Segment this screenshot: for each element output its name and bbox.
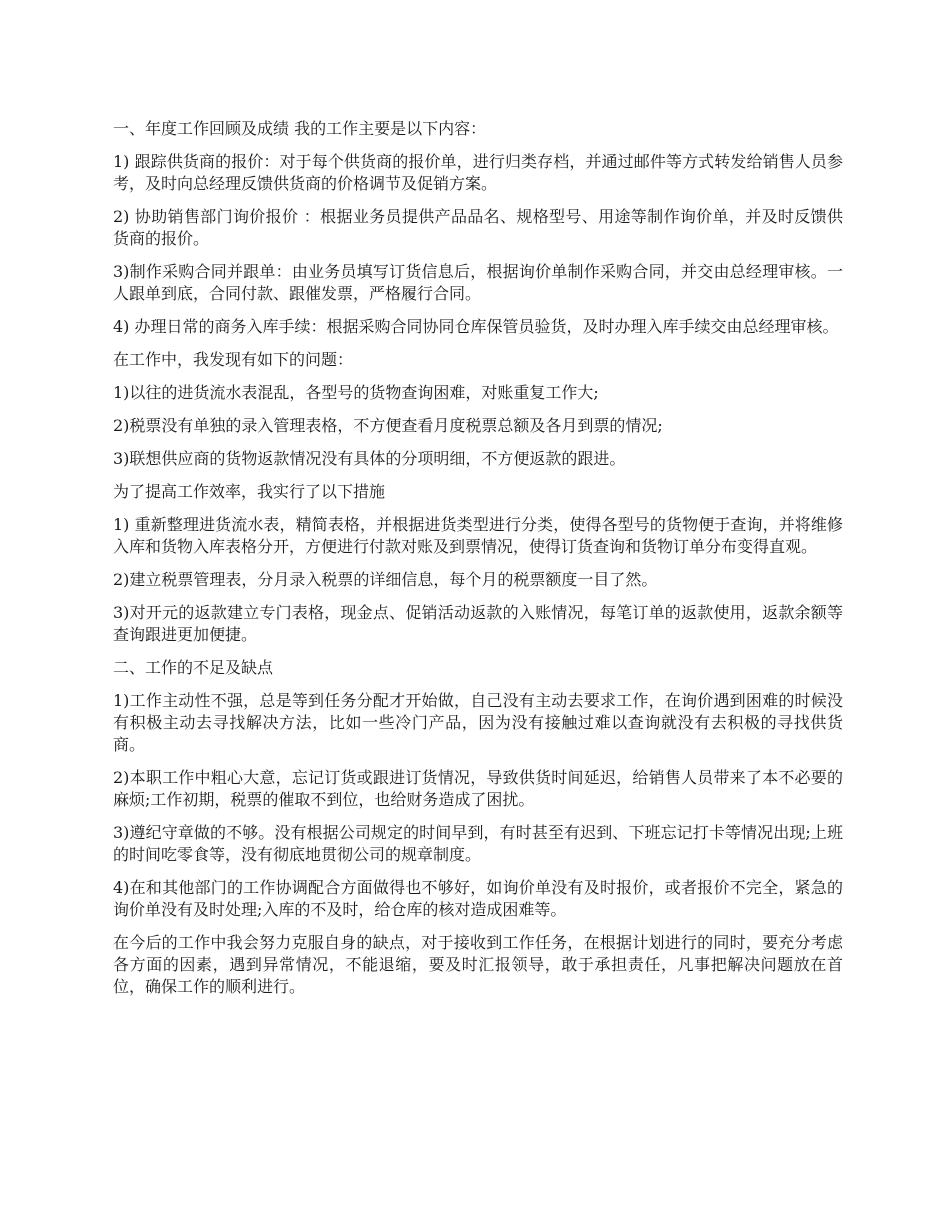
paragraph-task-1: 1) 跟踪供货商的报价：对于每个供货商的报价单，进行归类存档，并通过邮件等方式转发给销售人员参考，及时向总经理反馈供货商的价格调节及促销方案。 [113,152,843,193]
paragraph-problem-2: 2)税票没有单独的录入管理表格，不方便查看月度税票总额及各月到票的情况; [113,416,663,435]
paragraph-shortcoming-4: 4)在和其他部门的工作协调配合方面做得也不够好，如询价单没有及时报价，或者报价不完全，紧急的询价单没有及时处理;入库的不及时，给仓库的核对造成困难等。 [113,878,843,919]
paragraph-task-3: 3)制作采购合同并跟单：由业务员填写订货信息后，根据询价单制作采购合同，并交由总经理审核。一人跟单到底，合同付款、跟催发票，严格履行合同。 [113,262,843,303]
paragraph-measure-3: 3)对开元的返款建立专门表格，现金点、促销活动返款的入账情况，每笔订单的返款使用，返款余额等查询跟进更加便捷。 [113,603,843,644]
paragraph-task-2: 2) 协助销售部门询价报价 ：根据业务员提供产品品名、规格型号、用途等制作询价单，并及时反馈供货商的报价。 [113,207,843,248]
section-heading-review: 一、年度工作回顾及成绩 我的工作主要是以下内容： [113,119,487,138]
paragraph-measure-1: 1) 重新整理进货流水表，精简表格，并根据进货类型进行分类，使得各型号的货物便于查询，并将维修入库和货物入库表格分开，方便进行付款对账及到票情况，使得订货查询和货物订单分布变得直观。 [113,515,843,556]
paragraph-shortcoming-1: 1)工作主动性不强，总是等到任务分配才开始做，自己没有主动去要求工作，在询价遇到困难的时候没有积极主动去寻找解决方法，比如一些冷门产品，因为没有接触过难以查询就没有去积极的寻找供货商。 [113,691,843,754]
paragraph-problems-intro: 在工作中，我发现有如下的问题： [113,350,354,369]
paragraph-shortcoming-3: 3)遵纪守章做的不够。没有根据公司规定的时间早到，有时甚至有迟到、下班忘记打卡等情况出现;上班的时间吃零食等，没有彻底地贯彻公司的规章制度。 [113,823,843,864]
paragraph-shortcoming-2: 2)本职工作中粗心大意，忘记订货或跟进订货情况，导致供货时间延迟，给销售人员带来了本不必要的麻烦;工作初期，税票的催取不到位，也给财务造成了困扰。 [113,768,843,809]
document-body [113,118,843,1009]
paragraph-task-4: 4) 办理日常的商务入库手续：根据采购合同协同仓库保管员验货，及时办理入库手续交由总经理审核。 [113,317,839,336]
section-heading-shortcomings: 二、工作的不足及缺点 [113,658,274,677]
paragraph-problem-1: 1)以往的进货流水表混乱，各型号的货物查询困难，对账重复工作大; [113,383,599,402]
paragraph-measure-2: 2)建立税票管理表，分月录入税票的详细信息，每个月的税票额度一目了然。 [113,570,658,589]
paragraph-measures-intro: 为了提高工作效率，我实行了以下措施 [113,482,386,501]
paragraph-problem-3: 3)联想供应商的货物返款情况没有具体的分项明细，不方便返款的跟进。 [113,449,626,468]
paragraph-conclusion: 在今后的工作中我会努力克服自身的缺点，对于接收到工作任务，在根据计划进行的同时，要充分考虑各方面的因素，遇到异常情况，不能退缩，要及时汇报领导，敢于承担责任，凡事把解决问题放在首位，确保工作的顺利进行。 [113,933,843,996]
